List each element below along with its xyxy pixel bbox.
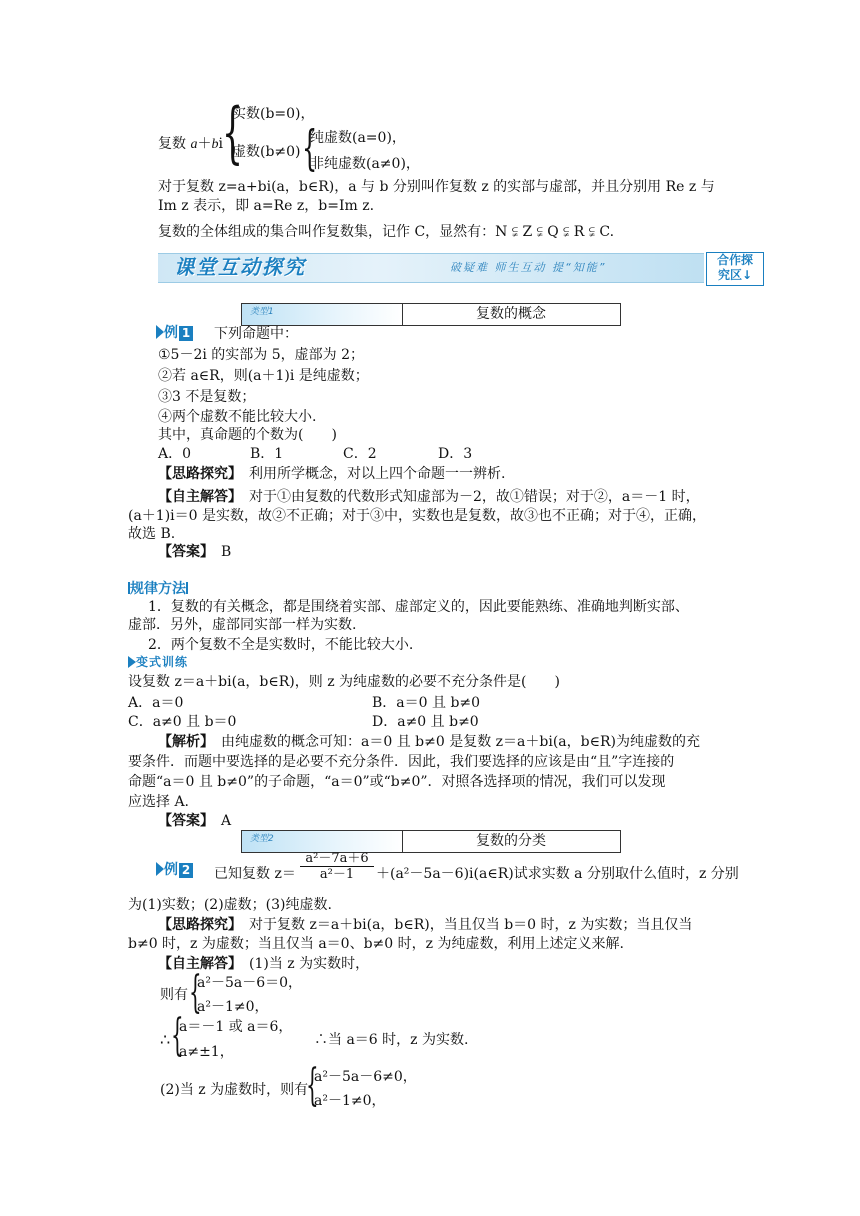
- example-1-option-b: B．1: [250, 446, 284, 462]
- definition-line-2: Im z 表示，即 a=Re z，b=Im z.: [158, 198, 375, 214]
- variant-option-b: B．a＝0 且 b≠0: [372, 695, 481, 711]
- pure-imag-branch: 纯虚数(a=0)，: [310, 130, 406, 146]
- corner-line-2: 究区↓: [717, 268, 753, 282]
- corner-line-1: 合作探: [716, 253, 753, 267]
- triangle-icon: [156, 325, 164, 339]
- type-tag-1: 类型1: [242, 304, 403, 325]
- system-3-eq-2: a²－1≠0，: [314, 1093, 386, 1109]
- part-2-intro: (2)当 z 为虚数时，则有: [160, 1082, 309, 1098]
- variant-option-c: C．a≠0 且 b＝0: [128, 714, 237, 730]
- system-1-brace: {: [189, 967, 202, 1018]
- method-line-3: 2．两个复数不全是实数时，不能比较大小.: [148, 637, 414, 653]
- type-box-1: [241, 303, 621, 326]
- example-1-option-c: C．2: [343, 446, 377, 462]
- example-2-prefix: 已知复数 z＝: [214, 866, 296, 882]
- variant-analysis-line-1: 【解析】 由纯虚数的概念可知：a＝0 且 b≠0 是复数 z＝a＋bi(a，b∈R)为纯虚数的充: [158, 734, 700, 750]
- variant-analysis-line-3: 命题“a＝0 且 b≠0”的子命题，“a＝0”或“b≠0”．对照各选择项的情况，我们可以发现: [128, 774, 666, 790]
- conclusion-1: ∴当 a＝6 时，z 为实数.: [314, 1032, 469, 1048]
- example-1-item-4: ④两个虚数不能比较大小.: [158, 409, 317, 425]
- example-1-answer: 【答案】 B: [158, 544, 232, 560]
- variant-option-d: D．a≠0 且 b≠0: [372, 714, 479, 730]
- system-3-brace: {: [306, 1060, 319, 1111]
- system-1-eq-2: a²－1≠0，: [197, 999, 269, 1015]
- triangle-icon: [156, 862, 164, 876]
- example-1-item-3: ③3 不是复数；: [158, 389, 256, 405]
- section-banner: [158, 253, 704, 283]
- fraction-denominator: a²－1: [319, 867, 355, 882]
- method-line-2: 虚部．另外，虚部同实部一样为实数.: [128, 617, 357, 633]
- system-3-eq-1: a²－5a－6≠0，: [314, 1069, 417, 1085]
- triangle-icon: [128, 656, 136, 668]
- type-name-2: 复数的分类: [476, 833, 546, 849]
- example-2-thinking-line-1: 【思路探究】 对于复数 z＝a＋bi(a，b∈R)，当且仅当 b＝0 时，z 为实数；当且仅当: [158, 917, 693, 933]
- example-1-solution-line-3: 故选 B.: [128, 526, 176, 542]
- imag-branch: 虚数(b≠0): [232, 144, 301, 160]
- type-tag-2: 类型2: [242, 831, 403, 852]
- type-box-2: [241, 830, 621, 853]
- banner-title: 课堂互动探究: [174, 255, 306, 279]
- example-1-solution-line-1: 【自主解答】 对于①由复数的代数形式知虚部为－2，故①错误；对于②，a＝－1 时，: [158, 489, 700, 505]
- variant-analysis-line-4: 应选择 A.: [128, 794, 190, 810]
- system-1-eq-1: a²－5a－6＝0，: [197, 975, 303, 991]
- non-pure-imag-branch: 非纯虚数(a≠0)，: [310, 156, 420, 172]
- fraction-numerator: a²－7a＋6: [305, 851, 369, 866]
- system-2-brace: {: [171, 1010, 184, 1061]
- then-have-label: 则有: [160, 987, 188, 1003]
- therefore-symbol: ∴: [160, 1030, 171, 1049]
- type-name-1: 复数的概念: [476, 306, 546, 322]
- example-1-item-1: ①5－2i 的实部为 5，虚部为 2；: [158, 347, 365, 363]
- example-1-badge: 例 1: [156, 325, 193, 342]
- system-2-eq-1: a＝－1 或 a＝6，: [179, 1019, 293, 1035]
- example-1-question: 其中，真命题的个数为( ): [158, 427, 337, 443]
- example-1-solution-line-2: (a＋1)i＝0 是实数，故②不正确；对于③中，实数也是复数，故③也不正确；对于④，正确，: [128, 508, 707, 524]
- example-1-thinking: 【思路探究】 利用所学概念，对以上四个命题一一辨析.: [158, 466, 506, 482]
- example-1-item-2: ②若 a∈R，则(a＋1)i 是纯虚数；: [158, 368, 369, 384]
- system-2-eq-2: a≠±1，: [179, 1044, 234, 1060]
- method-line-1: 1．复数的有关概念，都是围绕着实部、虚部定义的，因此要能熟练、准确地判断实部、: [148, 599, 689, 615]
- cooperation-zone-badge: [706, 252, 764, 286]
- variant-heading: 变式训练: [128, 656, 188, 668]
- banner-slogan: 破疑难 师生互动 提“知能”: [450, 261, 607, 274]
- definition-line-3: 复数的全体组成的集合叫作复数集，记作 C，显然有：N ⫋ Z ⫋ Q ⫋ R ⫋ C.: [158, 224, 615, 240]
- outer-brace: {: [222, 94, 243, 171]
- example-2-line-2: 为(1)实数；(2)虚数；(3)纯虚数.: [128, 897, 332, 913]
- example-2-badge: 例 2: [156, 862, 193, 879]
- example-2-solution-intro: 【自主解答】 (1)当 z 为实数时，: [158, 956, 370, 972]
- example-1-option-d: D．3: [438, 446, 473, 462]
- definition-line-1: 对于复数 z=a+bi(a，b∈R)，a 与 b 分别叫作复数 z 的实部与虚部，并且分别用 Re z 与: [158, 179, 715, 195]
- variant-answer: 【答案】 A: [158, 813, 232, 829]
- inner-brace: {: [302, 120, 318, 176]
- example-2-fraction: [300, 852, 374, 881]
- classification-label: 复数 a＋bi: [158, 136, 223, 152]
- variant-analysis-line-2: 要条件．而题中要选择的是必要不充分条件．因此，我们要选择的应该是由“且”字连接的: [128, 754, 675, 770]
- variant-option-a: A．a＝0: [128, 695, 184, 711]
- variant-question: 设复数 z＝a＋bi(a，b∈R)，则 z 为纯虚数的必要不充分条件是( ): [128, 674, 560, 690]
- example-2-thinking-line-2: b≠0 时，z 为虚数；当且仅当 a＝0、b≠0 时，z 为纯虚数，利用上述定义来解.: [128, 936, 624, 952]
- example-1-intro: 下列命题中：: [214, 326, 298, 342]
- method-heading: 规律方法: [130, 581, 186, 597]
- real-branch: 实数(b=0)，: [232, 106, 315, 122]
- example-1-option-a: A．0: [158, 446, 192, 462]
- example-2-suffix: ＋(a²－5a－6)i(a∈R)试求实数 a 分别取什么值时，z 分别: [376, 866, 739, 882]
